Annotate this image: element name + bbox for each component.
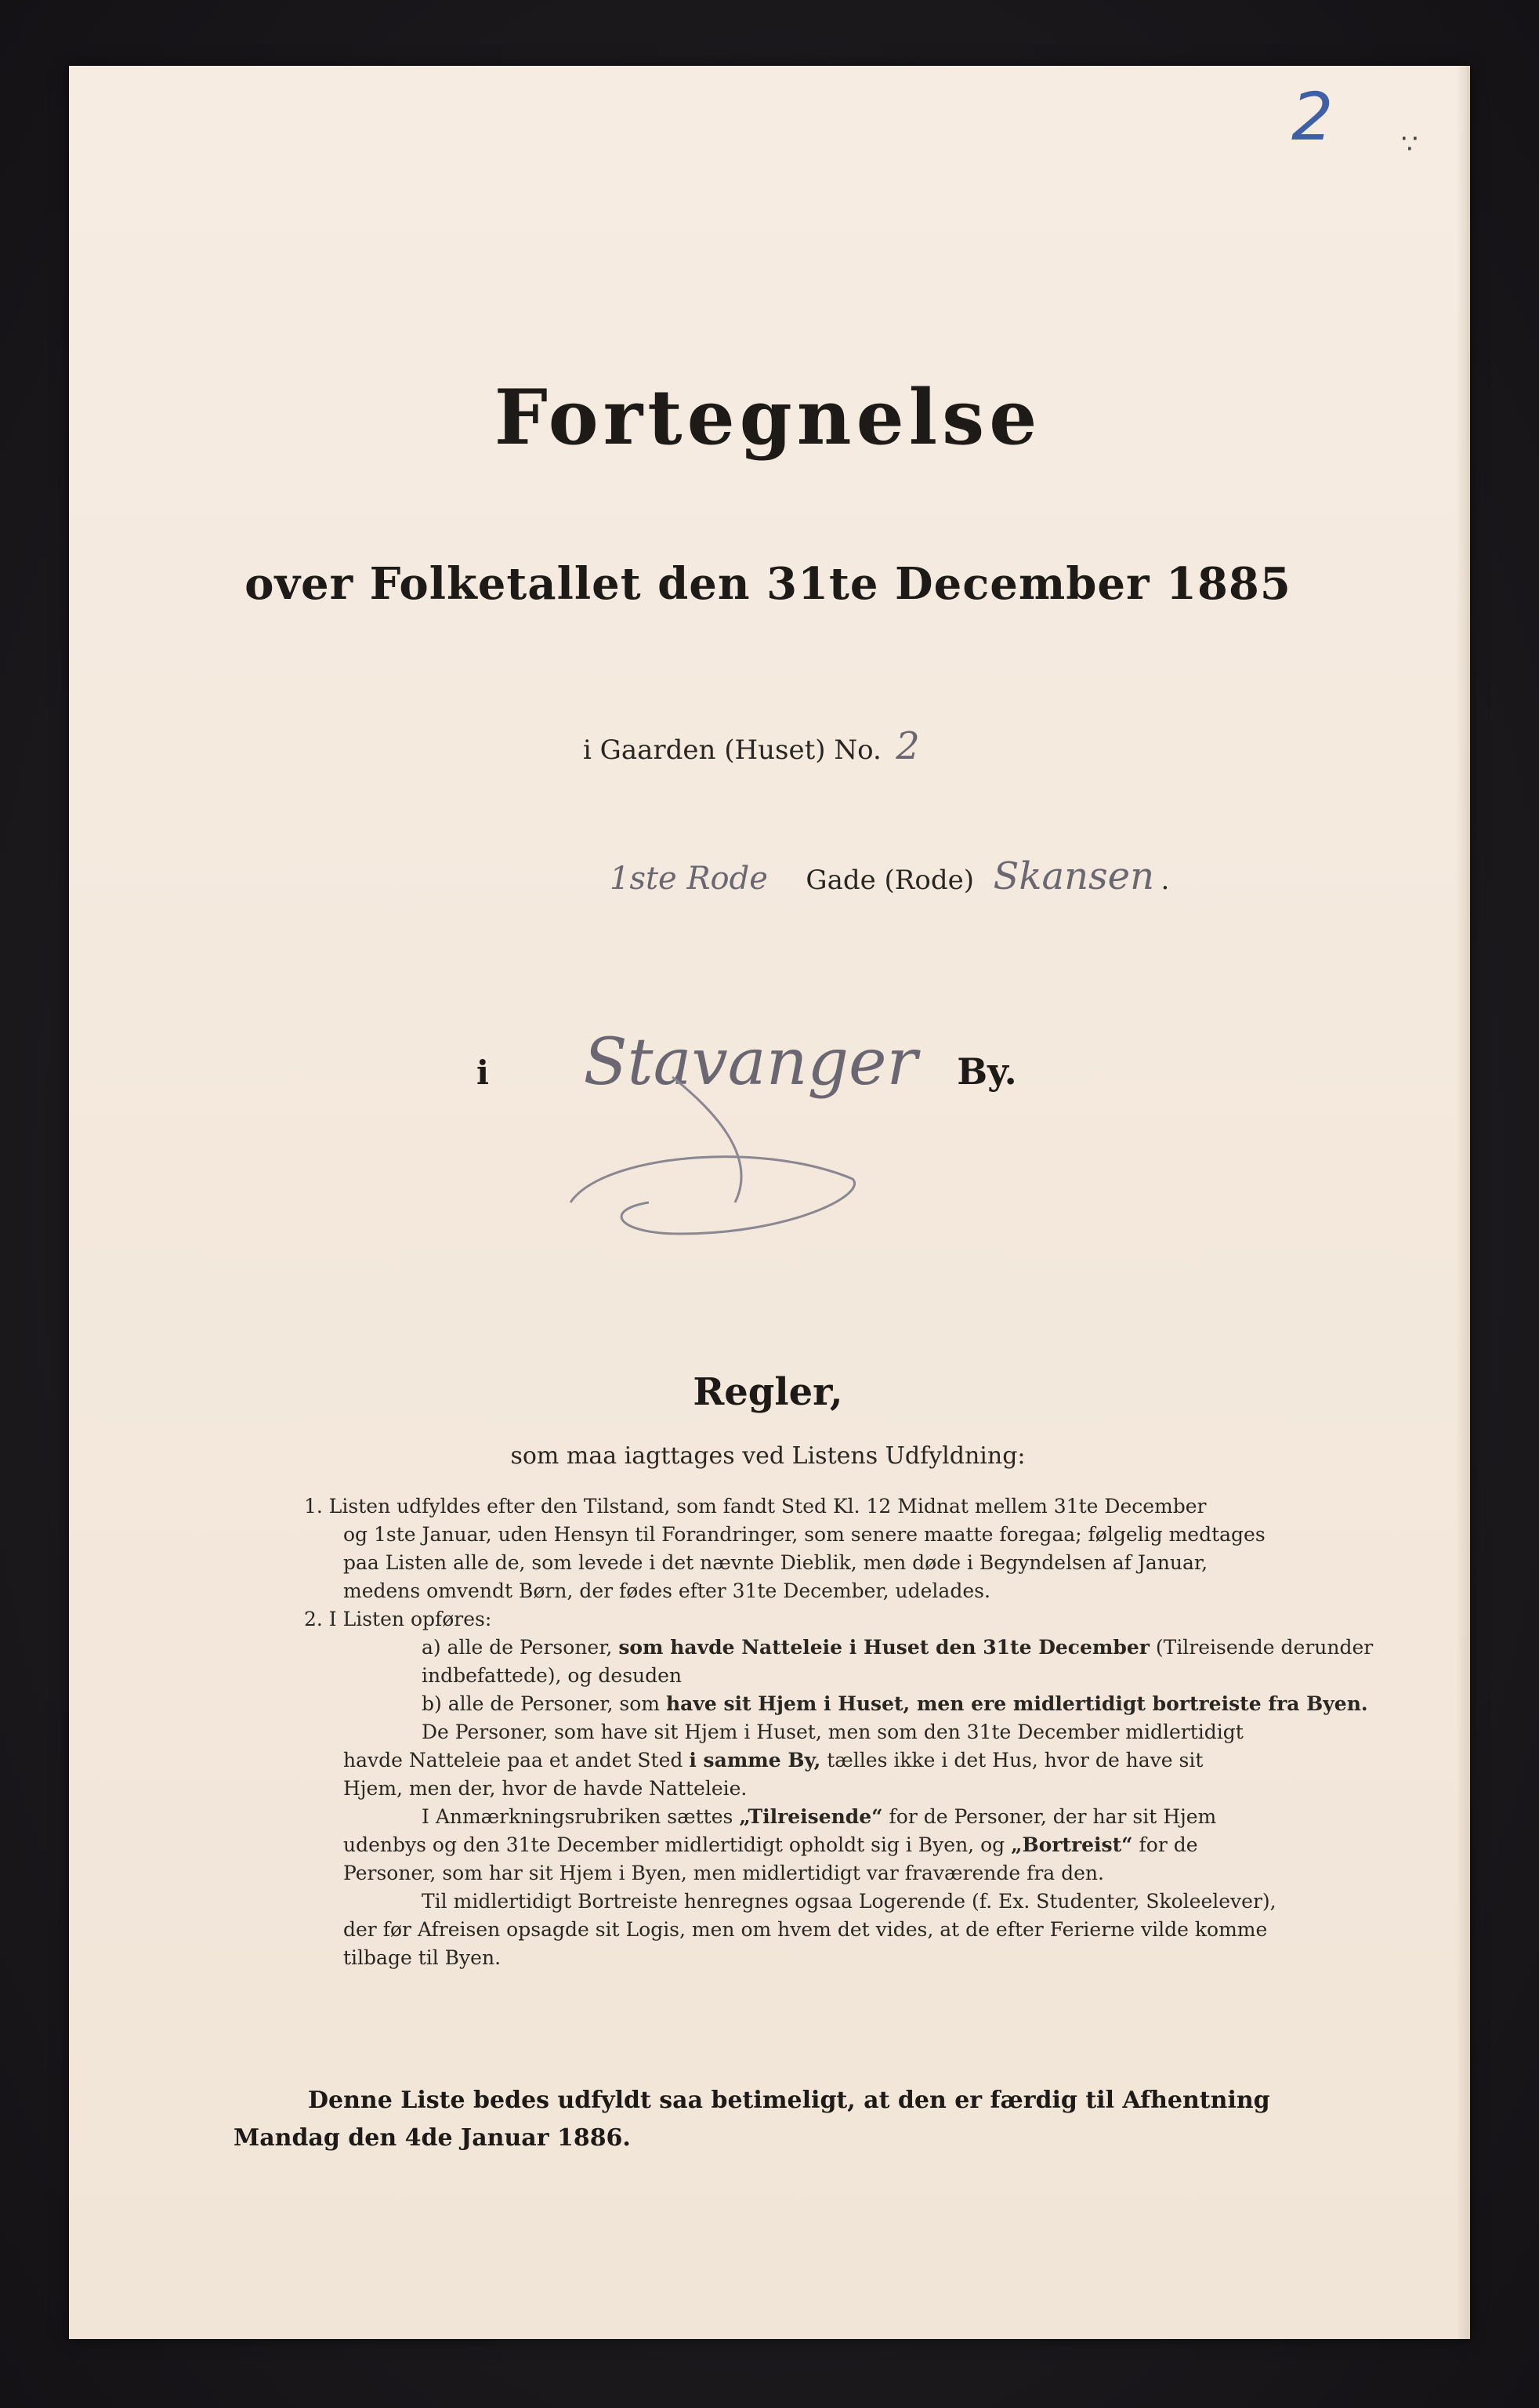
rule-emphasis: i samme By, — [689, 1749, 821, 1772]
rule-text: b) alle de Personer, som — [422, 1692, 666, 1715]
rule-line: der før Afreisen opsagde sit Logis, men om hvem det vides, at de efter Ferierne vilde komme — [343, 1918, 1268, 1941]
rule-emphasis: have sit Hjem i Huset, men ere midlertidigt bortreiste fra Byen. — [665, 1692, 1368, 1715]
document-subtitle: over Folketallet den 31te December 1885 — [244, 558, 1291, 610]
rule-line: Hjem, men der, hvor de havde Natteleie. — [343, 1777, 748, 1800]
gade-suffix: . — [1161, 865, 1170, 896]
city-prefix: i — [476, 1054, 489, 1092]
handwritten-flourish — [555, 1046, 884, 1249]
rule-line: Til midlertidigt Bortreiste henregnes ogsaa Logerende (f. Ex. Studenter, Skoleelever), — [422, 1890, 1276, 1913]
rules-subtitle: som maa iagttages ved Listens Udfyldning: — [510, 1442, 1026, 1470]
gade-label: Gade (Rode) — [806, 865, 975, 896]
rule-emphasis: som havde Natteleie i Huset den 31te December — [618, 1636, 1150, 1659]
city-value: Stavanger — [583, 1025, 918, 1100]
rules-title: Regler, — [693, 1370, 843, 1414]
handwritten-page-number: 2 — [1291, 78, 1334, 155]
rule-line: indbefattede), og desuden — [422, 1664, 683, 1687]
rule-text: a) alle de Personer, — [422, 1636, 619, 1659]
gaard-label: i Gaarden (Huset) No. — [583, 734, 882, 766]
gade-value: Skansen — [993, 854, 1154, 898]
rule-line: medens omvendt Børn, der fødes efter 31te December, udelades. — [343, 1579, 990, 1602]
rule-text: for de Personer, der har sit Hjem — [882, 1805, 1217, 1828]
rule-line — [304, 1746, 1338, 1775]
rule-line — [304, 1831, 1338, 1859]
census-form-page — [69, 66, 1470, 2339]
gaard-value: 2 — [896, 724, 920, 768]
rule-text: tælles ikke i det Hus, hvor de have sit — [820, 1749, 1204, 1772]
rule-emphasis: „Bortreist“ — [1011, 1833, 1133, 1856]
rule-line: 1. Listen udfyldes efter den Tilstand, som fandt Sted Kl. 12 Midnat mellem 31te December — [304, 1495, 1207, 1518]
rules-list — [304, 1492, 1374, 1972]
rule-line: tilbage til Byen. — [343, 1946, 502, 1969]
notice-line: Mandag den 4de Januar 1886. — [234, 2124, 631, 2152]
gade-field — [610, 854, 1169, 898]
rule-line — [304, 1803, 1338, 1831]
rule-line: paa Listen alle de, som levede i det nævnte Dieblik, men døde i Begyndelsen af Januar, — [343, 1551, 1208, 1574]
rule-line: Personer, som har sit Hjem i Byen, men midlertidigt var fraværende fra den. — [343, 1862, 1104, 1884]
rule-text: (Tilreisende derunder — [1149, 1636, 1374, 1659]
rule-text: udenbys og den 31te December midlertidigt opholdt sig i Byen, og — [343, 1833, 1012, 1856]
rule-line — [304, 1690, 1368, 1718]
collection-notice — [234, 2082, 1331, 2157]
document-title: Fortegnelse — [494, 373, 1042, 462]
notice-line: Denne Liste bedes udfyldt saa betimeligt, at den er færdig til Afhentning — [308, 2087, 1270, 2114]
city-suffix: By. — [957, 1050, 1017, 1093]
rode-value: 1ste Rode — [610, 861, 768, 897]
gaard-field — [583, 724, 920, 768]
rule-line — [304, 1634, 1374, 1662]
rule-text: havde Natteleie paa et andet Sted — [343, 1749, 690, 1772]
rule-line: De Personer, som have sit Hjem i Huset, men som den 31te December midlertidigt — [422, 1721, 1244, 1743]
rule-line: og 1ste Januar, uden Hensyn til Forandringer, som senere maatte foregaa; følgelig medtages — [343, 1523, 1266, 1546]
rule-text: I Anmærkningsrubriken sættes — [422, 1805, 740, 1828]
rule-text: for de — [1132, 1833, 1198, 1856]
corner-mark: ∵ — [1401, 129, 1418, 160]
rule-emphasis: „Tilreisende“ — [739, 1805, 883, 1828]
rule-line: 2. I Listen opføres: — [304, 1608, 492, 1630]
